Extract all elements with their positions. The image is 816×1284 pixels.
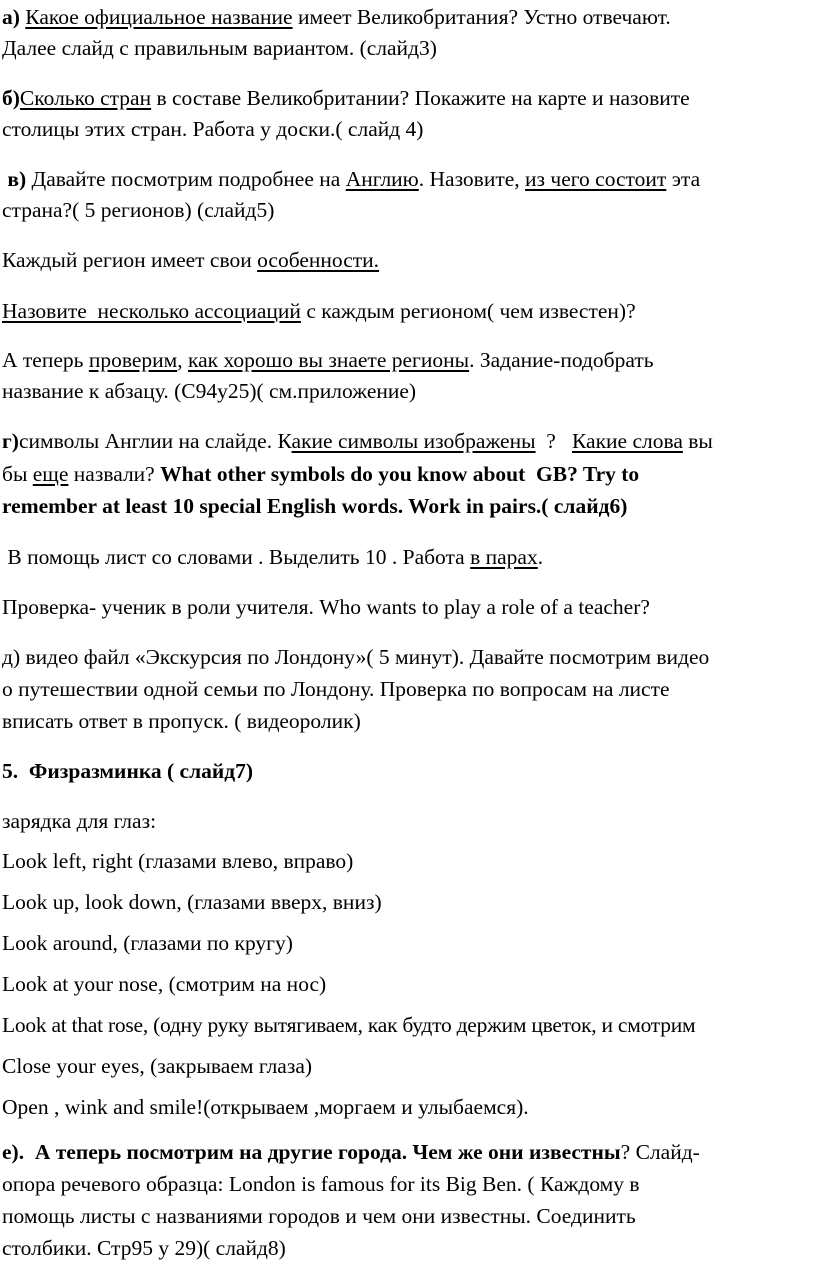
paragraph-e-line2: опора речевого образца: London is famous for its Big Ben. ( Каждому в	[2, 1172, 640, 1196]
paragraph-d-line2: о путешествии одной семьи по Лондону. Проверка по вопросам на листе	[2, 677, 670, 701]
paragraph-b-line1	[2, 83, 816, 114]
exercise-line: Look up, look down, (глазами вверх, вниз)	[2, 890, 382, 914]
underlined-text: Сколько стран	[19, 86, 152, 110]
paragraph-v-line2: страна?( 5 регионов) (слайд5)	[2, 198, 275, 222]
paragraph-g-line2	[2, 459, 816, 490]
paragraph-check-line2: название к абзацу. (С94у25)( см.приложение)	[2, 379, 417, 403]
exercise-line: Look at that rose, (одну руку вытягиваем, как будто держим цветок, и смотрим	[2, 1013, 696, 1037]
paragraph-g-line3: remember at least 10 special English words. Work in pairs.( слайд6)	[2, 494, 628, 518]
bold-text: What other symbols do you know about GB? Try to	[160, 462, 640, 486]
text: А теперь	[2, 348, 89, 372]
exercise-line: Open , wink and smile!(открываем ,моргаем и улыбаемся).	[2, 1095, 529, 1119]
paragraph-g-line1	[2, 426, 816, 457]
text: .	[537, 545, 544, 569]
paragraph-e-line3: помощь листы с названиями городов и чем они известны. Соединить	[2, 1204, 636, 1228]
section-heading: 5. Физразминка ( слайд7)	[2, 759, 254, 783]
text: Каждый регион имеет свои	[2, 248, 258, 272]
paragraph-check-line1	[2, 345, 816, 376]
paragraph-a-line2: Далее слайд с правильным вариантом. (слайд3)	[2, 36, 437, 60]
text: бы	[2, 462, 33, 486]
underlined-text: Назовите несколько ассоциаций	[2, 299, 301, 323]
underlined-text: акие символы изображены	[291, 429, 536, 453]
item-label: г)	[2, 429, 19, 453]
underlined-text: проверим	[88, 348, 178, 372]
underlined-text: в парах	[470, 545, 538, 569]
paragraph-regions	[2, 245, 816, 276]
underlined-text: Какие слова	[571, 429, 683, 453]
text: ? Слайд-	[620, 1140, 700, 1164]
text: символы Англии на слайде. К	[18, 429, 292, 453]
paragraph-b-line2: столицы этих стран. Работа у доски.( слайд 4)	[2, 117, 424, 141]
text: вы	[682, 429, 713, 453]
exercise-line: Look at your nose, (смотрим на нос)	[2, 972, 327, 996]
text: в составе Великобритании? Покажите на карте и назовите	[151, 86, 690, 110]
paragraph-d-line1: д) видео файл «Экскурсия по Лондону»( 5 минут). Давайте посмотрим видео	[2, 645, 710, 669]
underlined-text: еще	[32, 462, 69, 486]
text: ,	[177, 348, 189, 372]
underlined-text: из чего состоит	[525, 167, 667, 191]
paragraph-associations	[2, 296, 816, 327]
text: ?	[535, 429, 572, 453]
paragraph-e-line4: столбики. Стр95 у 29)( слайд8)	[2, 1236, 286, 1260]
paragraph-d-line3: вписать ответ в пропуск. ( видеоролик)	[2, 709, 361, 733]
exercise-line: Look around, (глазами по кругу)	[2, 931, 293, 955]
underlined-text: особенности.	[257, 248, 380, 272]
text: имеет Великобритания? Устно отвечают.	[292, 5, 671, 29]
text: с каждым регионом( чем известен)?	[300, 299, 636, 323]
underlined-text: Какое официальное название	[25, 5, 293, 29]
item-label: а)	[2, 5, 26, 29]
exercise-line: Look left, right (глазами влево, вправо)	[2, 849, 354, 873]
item-label: в)	[2, 167, 27, 191]
exercise-line: Close your eyes, (закрываем глаза)	[2, 1054, 313, 1078]
text: назвали?	[68, 462, 161, 486]
text: Давайте посмотрим подробнее на	[26, 167, 346, 191]
eyes-intro: зарядка для глаз:	[2, 809, 157, 833]
paragraph-help	[2, 542, 816, 573]
text: . Задание-подобрать	[469, 348, 654, 372]
bold-text: е). А теперь посмотрим на другие города. Чем же они известны	[2, 1140, 621, 1164]
underlined-text: Англию	[345, 167, 419, 191]
text: В помощь лист со словами . Выделить 10 . Работа	[2, 545, 471, 569]
text: . Назовите,	[418, 167, 526, 191]
paragraph-a-line1	[2, 2, 816, 33]
paragraph-v-line1	[2, 164, 816, 195]
text: эта	[666, 167, 701, 191]
paragraph-teacher: Проверка- ученик в роли учителя. Who wants to play a role of a teacher?	[2, 595, 650, 619]
paragraph-e-line1	[2, 1137, 816, 1168]
underlined-text: как хорошо вы знаете регионы	[188, 348, 470, 372]
item-label: б)	[2, 86, 20, 110]
